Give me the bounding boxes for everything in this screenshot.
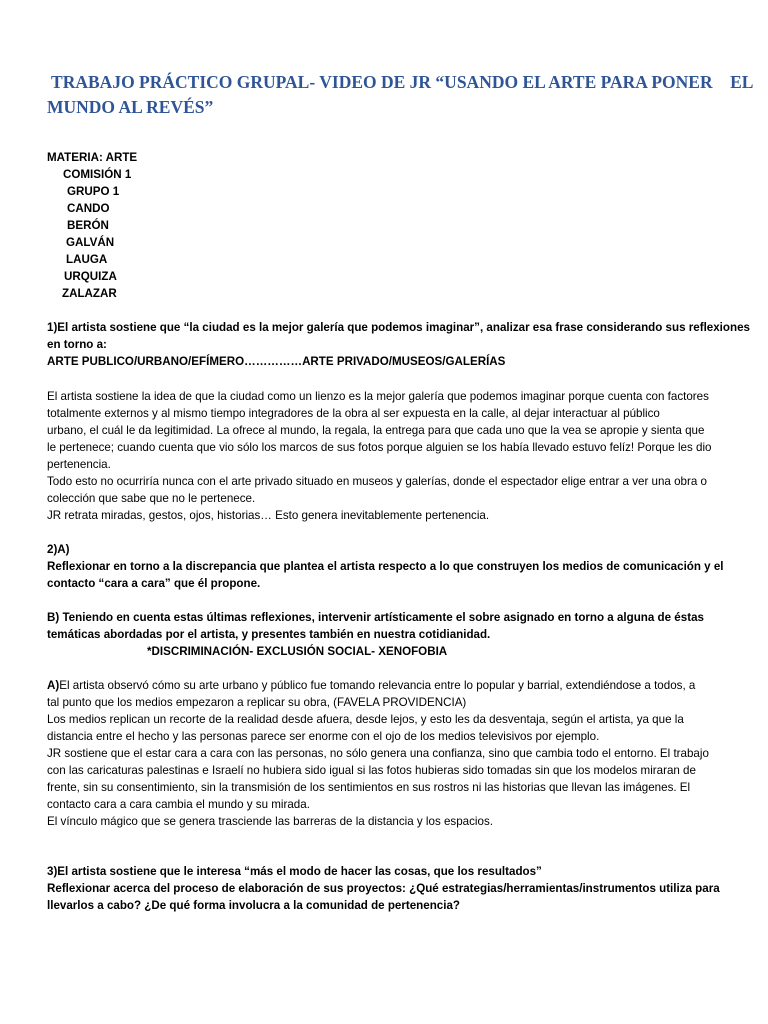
question-2b-line: B) Teniendo en cuenta estas últimas reflexiones, intervenir artísticamente el sobre asignado en torno a alguna de éstas: [47, 611, 704, 624]
member-name: BERÓN: [67, 219, 109, 232]
answer-1-line: urbano, el cuál le da legitimidad. La ofrece al mundo, la regala, la entrega para que cada uno que la vea se apropie y sienta que: [47, 424, 705, 437]
document-title: [47, 70, 754, 120]
answer-1-line: colección que sabe que no le pertenece.: [47, 492, 256, 505]
answer-2-line: distancia entre el hecho y las personas parece ser enorme con el ojo de los medios televisivos por ejemplo.: [47, 730, 600, 743]
member-name: ZALAZAR: [62, 287, 117, 300]
question-3-line: llevarlos a cabo? ¿De qué forma involucra a la comunidad de pertenencia?: [47, 899, 460, 912]
title-line-2: MUNDO AL REVÉS”: [47, 97, 214, 117]
answer-2-first: El artista observó cómo su arte urbano y público fue tomando relevancia entre lo popular y barrial, extendiéndose a todos, a: [59, 679, 696, 692]
question-1-line: en torno a:: [47, 338, 107, 351]
member-name: CANDO: [67, 202, 110, 215]
question-2a-line: Reflexionar en torno a la discrepancia que plantea el artista respecto a lo que construyen los medios de comunicación y el: [47, 560, 724, 573]
answer-1-line: El artista sostiene la idea de que la ciudad como un lienzo es la mejor galería que podemos imaginar porque cuenta con factores: [47, 390, 709, 403]
question-2-label: 2)A): [47, 543, 70, 556]
question-3-line: Reflexionar acerca del proceso de elaboración de sus proyectos: ¿Qué estrategias/herramientas/instrumentos utiliza para: [47, 882, 720, 895]
answer-1-line: totalmente externos y al mismo tiempo integradores de la obra al ser expuesta en la calle, al dejar interactuar al público: [47, 407, 660, 420]
member-name: GALVÁN: [66, 236, 115, 249]
answer-1-line: pertenencia.: [47, 458, 111, 471]
comision-label: COMISIÓN 1: [63, 168, 132, 181]
answer-2-line: con las caricaturas palestinas e Israelí no hubiera sido igual si las fotos hubieras sido tomadas sin que los modelos miraran de: [47, 764, 696, 777]
question-1-line: 1)El artista sostiene que “la ciudad es la mejor galería que podemos imaginar”, analizar esa frase considerando sus reflexiones: [47, 321, 750, 334]
question-1-topics: ARTE PUBLICO/URBANO/EFÍMERO……………ARTE PRIVADO/MUSEOS/GALERÍAS: [47, 355, 506, 368]
answer-2-line: tal punto que los medios empezaron a replicar su obra, (FAVELA PROVIDENCIA): [47, 696, 467, 709]
question-2b-themes: *DISCRIMINACIÓN- EXCLUSIÓN SOCIAL- XENOFOBIA: [147, 645, 448, 658]
member-name: LAUGA: [66, 253, 108, 266]
answer-2-prefix: A): [47, 679, 60, 692]
member-name: URQUIZA: [64, 270, 117, 283]
answer-2-line: frente, sin su consentimiento, sin la transmisión de los sentimientos en sus rostros ni las historias que llevan las imágenes. El: [47, 781, 691, 794]
title-line-1: TRABAJO PRÁCTICO GRUPAL- VIDEO DE JR “USANDO EL ARTE PARA PONER EL: [47, 72, 754, 92]
materia-label: MATERIA: ARTE: [47, 151, 138, 164]
answer-2-line: Los medios replican un recorte de la realidad desde afuera, desde lejos, y esto les da desventaja, según el artista, ya que la: [47, 713, 684, 726]
question-2b-line: temáticas abordadas por el artista, y presentes también en nuestra cotidianidad.: [47, 628, 491, 641]
question-3-line: 3)El artista sostiene que le interesa “más el modo de hacer las cosas, que los resultados”: [47, 865, 542, 878]
answer-2-line: [47, 678, 727, 694]
answer-1-line: le pertenece; cuando cuenta que vio sólo los marcos de sus fotos porque alguien se los había llevado estuvo felíz! Porque les dio: [47, 441, 712, 454]
answer-1-line: JR retrata miradas, gestos, ojos, historias… Esto genera inevitablemente pertenencia.: [47, 509, 490, 522]
grupo-label: GRUPO 1: [67, 185, 120, 198]
question-2a-line: contacto “cara a cara” que él propone.: [47, 577, 261, 590]
answer-2-line: contacto cara a cara cambia el mundo y su mirada.: [47, 798, 310, 811]
answer-1-line: Todo esto no ocurriría nunca con el arte privado situado en museos y galerías, donde el espectador elige entrar a ver una obra o: [47, 475, 707, 488]
answer-2-line: JR sostiene que el estar cara a cara con las personas, no sólo genera una confianza, sino que cambia todo el entorno. El trabajo: [47, 747, 709, 760]
answer-2-line: El vínculo mágico que se genera trasciende las barreras de la distancia y los espacios.: [47, 815, 493, 828]
